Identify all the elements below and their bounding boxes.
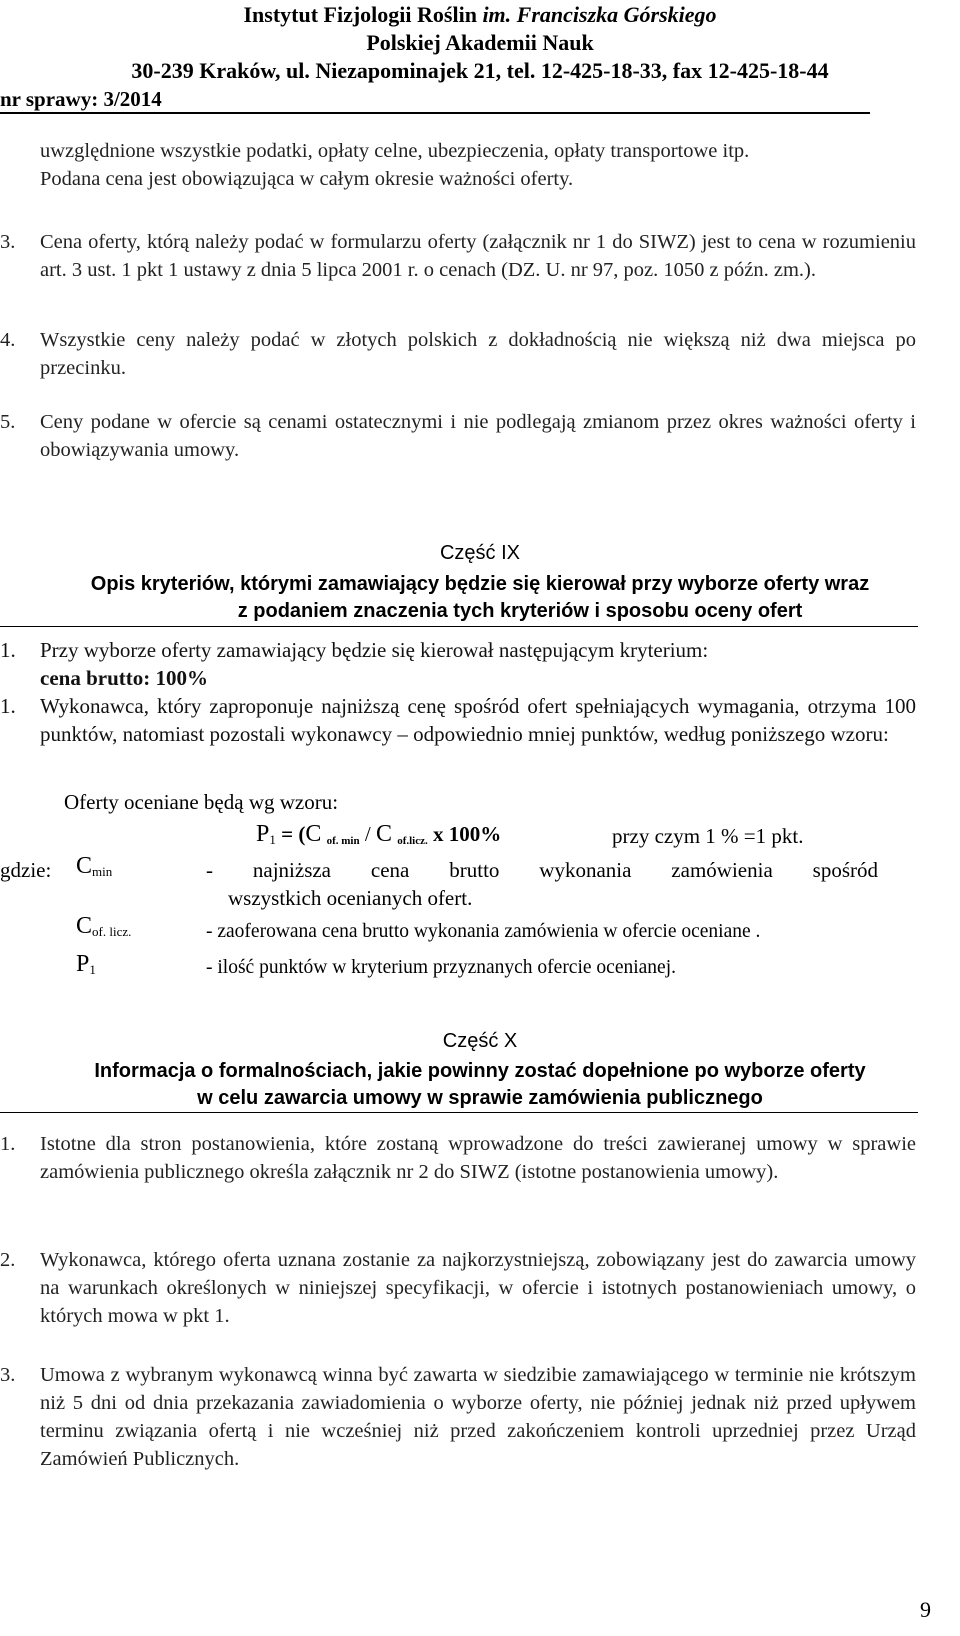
case-number: nr sprawy: 3/2014 xyxy=(0,87,162,111)
legend-symbol-p1: P1 xyxy=(76,951,96,977)
paragraph-2-continuation: uwzględnione wszystkie podatki, opłaty celne, ubezpieczenia, opłaty transportowe itp. Podana cena jest obowiązująca w całym okresie ważności oferty. xyxy=(40,140,750,190)
section-9-subtitle-line2: z podaniem znaczenia tych kryteriów i sposobu oceny ofert xyxy=(237,600,803,622)
formula-note: przy czym 1 % =1 pkt. xyxy=(612,824,804,848)
section-10-subtitle-line1: Informacja o formalnościach, jakie powinny zostać dopełnione po wyborze oferty xyxy=(94,1060,866,1082)
legend-desc-cmin: - najniższa cena brutto wykonania zamówienia spośród xyxy=(206,858,878,882)
scoring-formula: P1 = (C $_{of. min}$ / C $_{of.licz.}$ x 100% xyxy=(256,821,502,847)
paragraph-5: 5. Ceny podane w ofercie są cenami ostatecznymi i nie podlegają zmianom przez okres ważności oferty i obowiązywania umowy. xyxy=(0,411,916,461)
section-10-title: Część X xyxy=(442,1030,518,1052)
legend-desc-cmin-cont: wszystkich ocenianych ofert. xyxy=(228,886,473,910)
criteria-item: 1. Przy wyborze oferty zamawiający będzie się kierował następującym kryterium: cena brutto: 100% xyxy=(0,636,916,692)
academy-name: Polskiej Akademii Nauk xyxy=(366,30,594,55)
section-9-title: Część IX xyxy=(439,542,521,564)
legend-desc-cof: - zaoferowana cena brutto wykonania zamówienia w ofercie oceniane . xyxy=(206,921,761,942)
formalities-item-3: 3. Umowa z wybranym wykonawcą winna być zawarta w siedzibie zamawiającego w terminie nie krótszym niż 5 dni od dnia przekazania zawiadomienia o wyborze oferty, nie później jednak niż przed upływem terminu związania ofertą i nie wcześniej niż przed zakończeniem kontroli uprzedniej przez Urząd Zamówień Publicznych. xyxy=(0,1364,916,1470)
section-10-subtitle-line2: w celu zawarcia umowy w sprawie zamówienia publicznego xyxy=(197,1087,763,1109)
legend-desc-p1: - ilość punktów w kryterium przyznanych ofercie ocenianej. xyxy=(206,957,676,978)
header-divider xyxy=(0,112,870,114)
legend-symbol-cmin: Cmin xyxy=(76,853,113,879)
paragraph-3: 3. Cena oferty, którą należy podać w formularzu oferty (załącznik nr 1 do SIWZ) jest to cena w rozumieniu art. 3 ust. 1 pkt 1 ustawy z dnia 5 lipca 2001 r. o cenach (DZ. U. nr 97, poz. 1050 z późn. zm.). xyxy=(0,231,916,281)
criteria-weight: cena brutto: 100% xyxy=(40,666,208,690)
gdzie-label: gdzie: xyxy=(0,858,52,882)
section-9-rule xyxy=(0,626,918,627)
page-number: 9 xyxy=(920,1597,931,1622)
paragraph-4: 4. Wszystkie ceny należy podać w złotych polskich z dokładnością nie większą niż dwa miejsca po przecinku. xyxy=(0,329,916,379)
legend-symbol-cof: Cof. licz. xyxy=(76,913,132,939)
section-10-rule xyxy=(0,1112,918,1113)
institute-name: Instytut Fizjologii Roślin im. Franciszka Górskiego xyxy=(243,2,717,27)
section-9-subtitle-line1: Opis kryteriów, którymi zamawiający będzie się kierował przy wyborze oferty wraz xyxy=(90,573,870,595)
formula-intro: Oferty oceniane będą wg wzoru: xyxy=(64,790,339,814)
formalities-item-2: 2. Wykonawca, którego oferta uznana zostanie za najkorzystniejszą, zobowiązany jest do zawarcia umowy na warunkach określonych w niniejszej specyfikacji, w ofercie i istotnych postanowieniach umowy, o których mowa w pkt 1. xyxy=(0,1249,916,1327)
formalities-item-1: 1. Istotne dla stron postanowienia, które zostaną wprowadzone do treści zawieranej umowy w sprawie zamówienia publicznego określa załącznik nr 2 do SIWZ (istotne postanowienia umowy). xyxy=(0,1133,916,1183)
scoring-rule: 1. Wykonawca, który zaproponuje najniższą cenę spośród ofert spełniających wymagania, otrzyma 100 punktów, natomiast pozostali wykonawcy – odpowiednio mniej punktów, według poniższego wzoru: xyxy=(0,694,916,746)
institute-address: 30-239 Kraków, ul. Niezapominajek 21, tel. 12-425-18-33, fax 12-425-18-44 xyxy=(131,58,829,83)
